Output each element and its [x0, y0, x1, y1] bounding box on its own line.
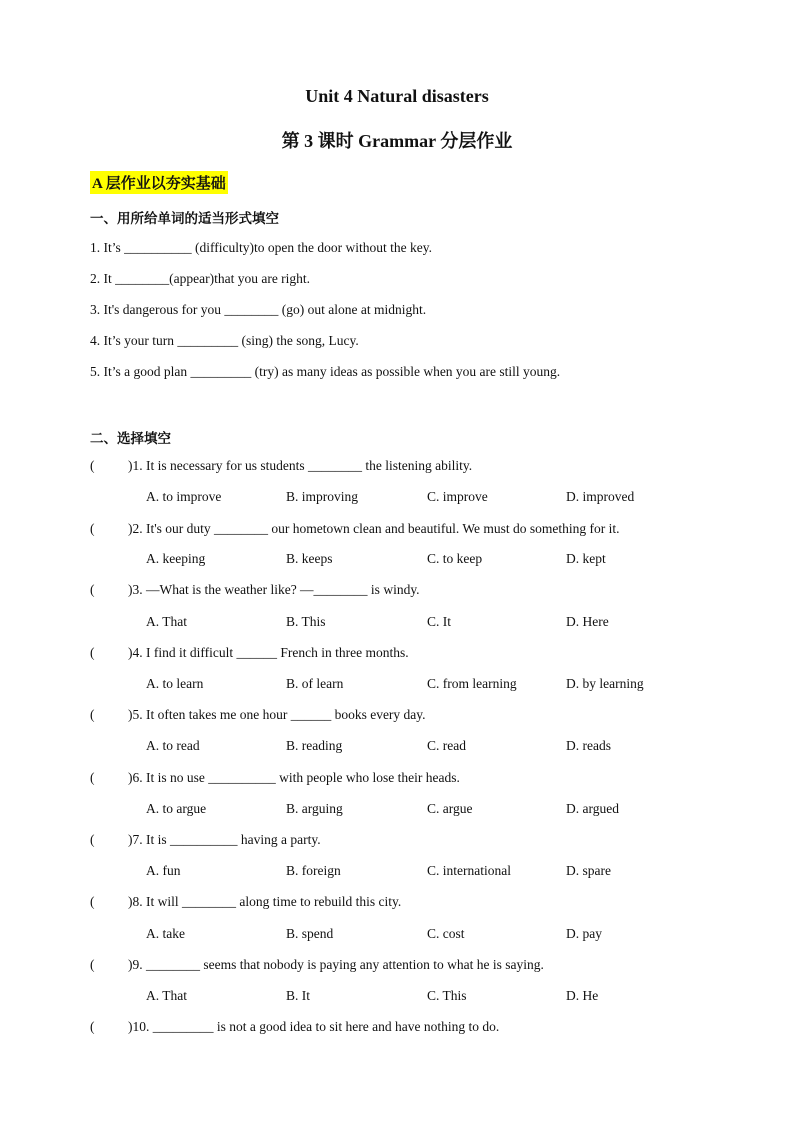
part1-heading: 一、用所给单词的适当形式填空 — [90, 211, 279, 226]
options-row — [0, 926, 794, 946]
option-d: D. He — [566, 988, 599, 1003]
question-stem: )1. It is necessary for us students ________ the listening ability. — [128, 458, 473, 473]
option-d: D. reads — [566, 738, 611, 753]
question — [90, 521, 620, 537]
fill-item: 2. It ________(appear)that you are right. — [90, 271, 311, 286]
options-row — [0, 801, 794, 821]
answer-paren: ( — [90, 458, 95, 473]
answer-paren: ( — [90, 521, 95, 536]
option-b: B. of learn — [286, 676, 344, 691]
question-stem: )3. —What is the weather like? —________ is windy. — [128, 582, 420, 597]
option-b: B. keeps — [286, 551, 333, 566]
option-c: C. from learning — [427, 676, 517, 691]
option-b: B. This — [286, 614, 326, 629]
option-b: B. foreign — [286, 863, 341, 878]
option-d: D. Here — [566, 614, 609, 629]
question — [90, 458, 472, 474]
option-a: A. to learn — [146, 676, 204, 691]
options-row — [0, 551, 794, 571]
option-c: C. international — [427, 863, 511, 878]
page-title: Unit 4 Natural disasters — [305, 86, 489, 106]
page-subtitle: 第 3 课时 Grammar 分层作业 — [281, 131, 513, 151]
question — [90, 707, 426, 723]
option-b: B. reading — [286, 738, 343, 753]
question-stem: )10. _________ is not a good idea to sit here and have nothing to do. — [128, 1019, 500, 1034]
answer-paren: ( — [90, 645, 95, 660]
question-stem: )8. It will ________ along time to rebuild this city. — [128, 894, 402, 909]
answer-paren: ( — [90, 707, 95, 722]
part2-heading: 二、选择填空 — [90, 431, 171, 446]
options-row — [0, 489, 794, 509]
option-a: A. That — [146, 614, 187, 629]
option-d: D. spare — [566, 863, 611, 878]
question-stem: )6. It is no use __________ with people who lose their heads. — [128, 770, 460, 785]
question — [90, 894, 401, 910]
options-row — [0, 738, 794, 758]
option-a: A. fun — [146, 863, 181, 878]
option-d: D. kept — [566, 551, 606, 566]
question-stem: )5. It often takes me one hour ______ books every day. — [128, 707, 426, 722]
option-d: D. argued — [566, 801, 619, 816]
option-d: D. by learning — [566, 676, 644, 691]
answer-paren: ( — [90, 894, 95, 909]
answer-paren: ( — [90, 1019, 95, 1034]
options-row — [0, 676, 794, 696]
option-a: A. to read — [146, 738, 200, 753]
option-d: D. pay — [566, 926, 602, 941]
option-d: D. improved — [566, 489, 635, 504]
option-c: C. cost — [427, 926, 465, 941]
option-b: B. improving — [286, 489, 359, 504]
question-stem: )2. It's our duty ________ our hometown clean and beautiful. We must do something for it. — [128, 521, 620, 536]
question — [90, 957, 544, 973]
question-stem: )7. It is __________ having a party. — [128, 832, 321, 847]
fill-item: 4. It’s your turn _________ (sing) the song, Lucy. — [90, 333, 359, 348]
answer-paren: ( — [90, 770, 95, 785]
options-row — [0, 988, 794, 1008]
option-b: B. It — [286, 988, 311, 1003]
option-c: C. argue — [427, 801, 473, 816]
question — [90, 582, 420, 598]
option-b: B. arguing — [286, 801, 343, 816]
question-stem: )9. ________ seems that nobody is paying any attention to what he is saying. — [128, 957, 544, 972]
options-row — [0, 863, 794, 883]
answer-paren: ( — [90, 832, 95, 847]
question — [90, 770, 460, 786]
option-a: A. to improve — [146, 489, 222, 504]
fill-item: 5. It’s a good plan _________ (try) as many ideas as possible when you are still young. — [90, 364, 561, 379]
option-c: C. improve — [427, 489, 488, 504]
options-row — [0, 614, 794, 634]
option-c: C. It — [427, 614, 452, 629]
option-c: C. read — [427, 738, 466, 753]
option-c: C. This — [427, 988, 467, 1003]
fill-item: 1. It’s __________ (difficulty)to open the door without the key. — [90, 240, 432, 255]
fill-item: 3. It's dangerous for you ________ (go) out alone at midnight. — [90, 302, 427, 317]
question — [90, 832, 321, 848]
option-b: B. spend — [286, 926, 334, 941]
option-a: A. That — [146, 988, 187, 1003]
answer-paren: ( — [90, 957, 95, 972]
question — [90, 645, 409, 661]
option-a: A. take — [146, 926, 185, 941]
section-a-label: A 层作业以夯实基础 — [90, 171, 228, 194]
option-a: A. keeping — [146, 551, 206, 566]
option-a: A. to argue — [146, 801, 207, 816]
option-c: C. to keep — [427, 551, 483, 566]
question-stem: )4. I find it difficult ______ French in three months. — [128, 645, 409, 660]
answer-paren: ( — [90, 582, 95, 597]
question — [90, 1019, 499, 1035]
